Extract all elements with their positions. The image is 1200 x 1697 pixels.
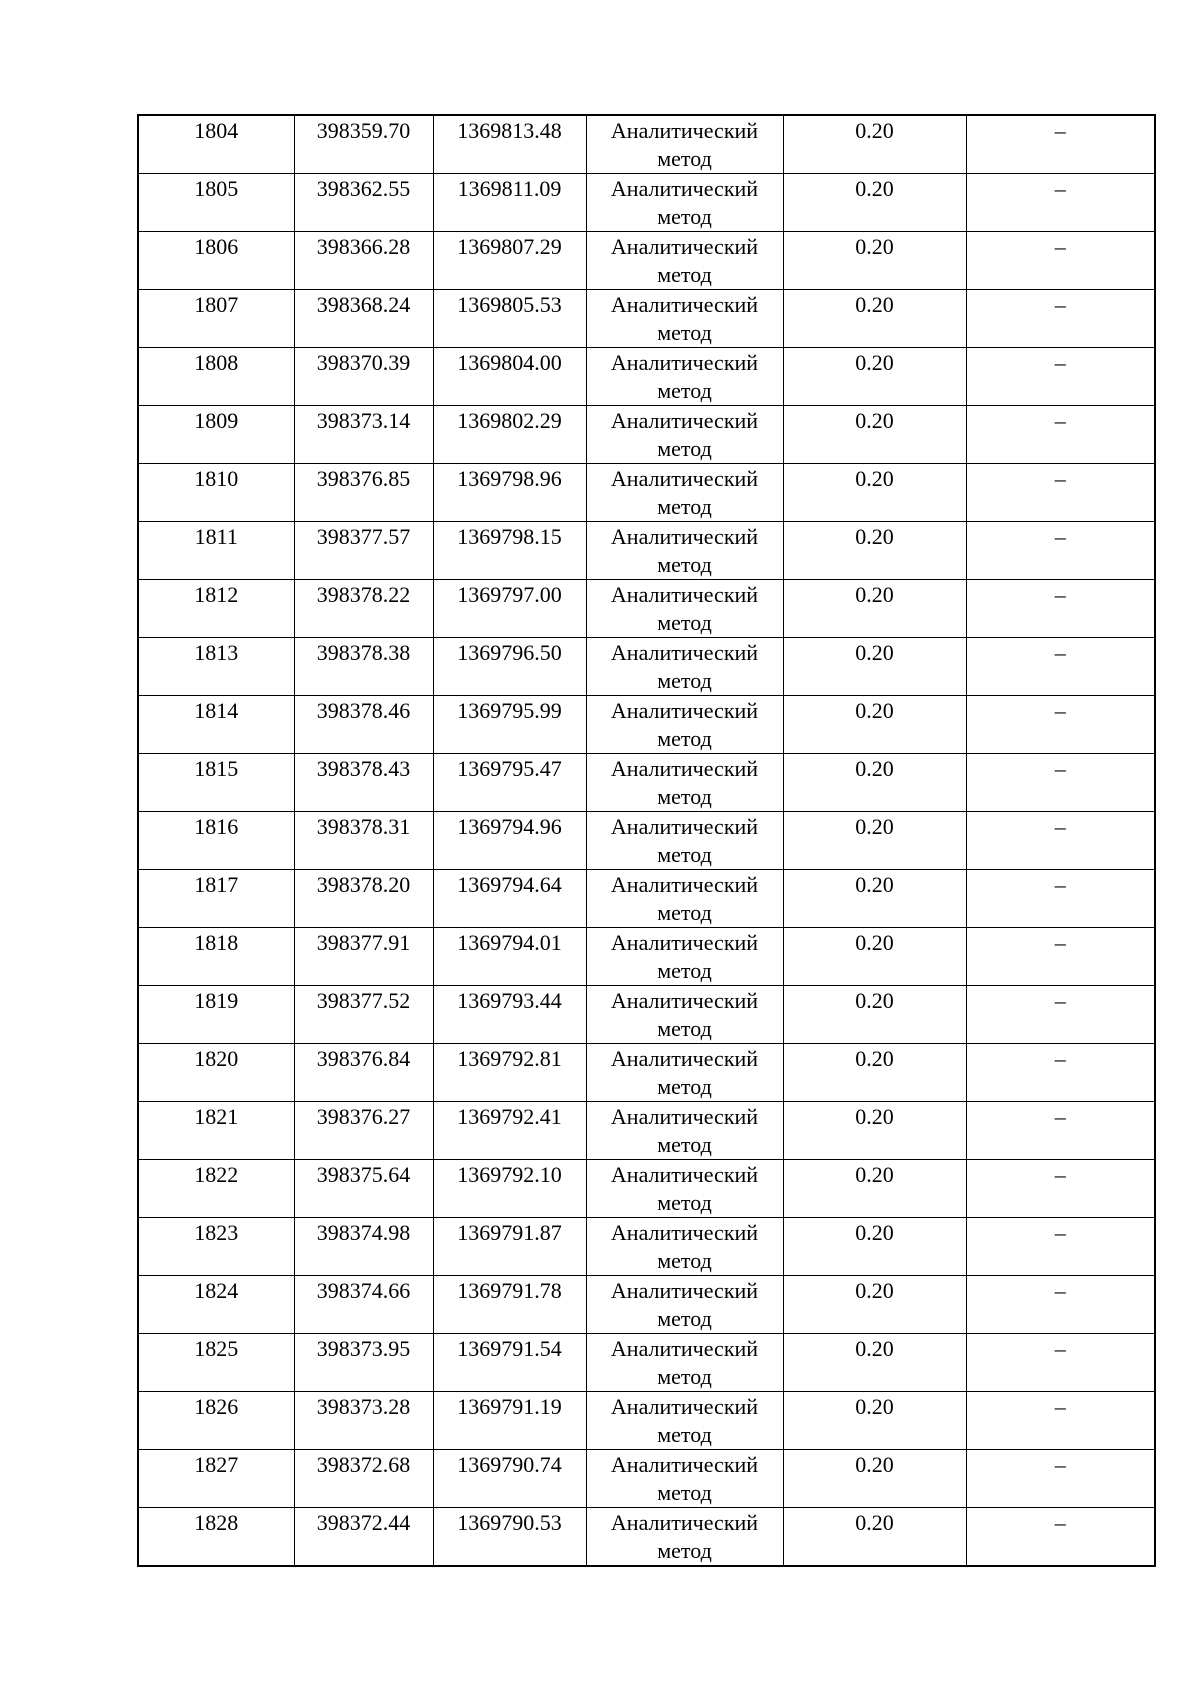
method-cell (586, 754, 783, 812)
point-number-cell: 1828 (138, 1508, 294, 1567)
method-text: метод (657, 204, 712, 229)
note-cell: – (966, 1450, 1155, 1508)
x-coordinate-cell: 398376.85 (294, 464, 433, 522)
method-cell (586, 464, 783, 522)
accuracy-cell: 0.20 (783, 1276, 966, 1334)
point-number-cell: 1824 (138, 1276, 294, 1334)
method-text: метод (657, 1422, 712, 1447)
x-coordinate-cell: 398374.98 (294, 1218, 433, 1276)
table-row (138, 1044, 1155, 1102)
y-coordinate-cell: 1369805.53 (433, 290, 586, 348)
note-cell: – (966, 290, 1155, 348)
method-cell (586, 232, 783, 290)
note-cell: – (966, 754, 1155, 812)
accuracy-cell: 0.20 (783, 1218, 966, 1276)
method-text: метод (657, 900, 712, 925)
method-text: Аналитический (610, 1220, 759, 1245)
accuracy-cell: 0.20 (783, 1450, 966, 1508)
table-row (138, 1334, 1155, 1392)
note-cell: – (966, 1102, 1155, 1160)
note-cell: – (966, 638, 1155, 696)
method-text: метод (657, 1364, 712, 1389)
method-cell (586, 812, 783, 870)
note-cell: – (966, 1508, 1155, 1567)
y-coordinate-cell: 1369797.00 (433, 580, 586, 638)
accuracy-cell: 0.20 (783, 174, 966, 232)
accuracy-cell: 0.20 (783, 928, 966, 986)
method-text: Аналитический (610, 1162, 759, 1187)
table-row (138, 522, 1155, 580)
method-text: Аналитический (610, 814, 759, 839)
table-row (138, 115, 1155, 174)
x-coordinate-cell: 398373.14 (294, 406, 433, 464)
method-text: Аналитический (610, 524, 759, 549)
method-text: метод (657, 1074, 712, 1099)
x-coordinate-cell: 398373.28 (294, 1392, 433, 1450)
method-text: Аналитический (610, 1104, 759, 1129)
x-coordinate-cell: 398378.38 (294, 638, 433, 696)
note-cell: – (966, 812, 1155, 870)
method-text: Аналитический (610, 930, 759, 955)
table-row (138, 870, 1155, 928)
y-coordinate-cell: 1369790.74 (433, 1450, 586, 1508)
table-row (138, 290, 1155, 348)
y-coordinate-cell: 1369794.64 (433, 870, 586, 928)
method-text: метод (657, 436, 712, 461)
table-row (138, 928, 1155, 986)
method-text: метод (657, 1480, 712, 1505)
method-text: метод (657, 552, 712, 577)
x-coordinate-cell: 398376.84 (294, 1044, 433, 1102)
method-cell (586, 522, 783, 580)
method-text: метод (657, 958, 712, 983)
method-text: Аналитический (610, 1278, 759, 1303)
x-coordinate-cell: 398378.43 (294, 754, 433, 812)
point-number-cell: 1814 (138, 696, 294, 754)
accuracy-cell: 0.20 (783, 290, 966, 348)
x-coordinate-cell: 398362.55 (294, 174, 433, 232)
coordinates-table (137, 114, 1156, 1567)
y-coordinate-cell: 1369791.87 (433, 1218, 586, 1276)
note-cell: – (966, 1044, 1155, 1102)
point-number-cell: 1821 (138, 1102, 294, 1160)
method-text: Аналитический (610, 1452, 759, 1477)
accuracy-cell: 0.20 (783, 1044, 966, 1102)
method-text: Аналитический (610, 350, 759, 375)
x-coordinate-cell: 398377.91 (294, 928, 433, 986)
point-number-cell: 1827 (138, 1450, 294, 1508)
coordinates-table-body (138, 115, 1155, 1566)
method-text: Аналитический (610, 698, 759, 723)
method-cell (586, 928, 783, 986)
method-text: метод (657, 262, 712, 287)
accuracy-cell: 0.20 (783, 1160, 966, 1218)
point-number-cell: 1818 (138, 928, 294, 986)
note-cell: – (966, 1276, 1155, 1334)
method-cell (586, 580, 783, 638)
y-coordinate-cell: 1369791.54 (433, 1334, 586, 1392)
method-cell (586, 696, 783, 754)
method-text: метод (657, 320, 712, 345)
method-cell (586, 1160, 783, 1218)
method-text: метод (657, 610, 712, 635)
point-number-cell: 1819 (138, 986, 294, 1044)
method-text: Аналитический (610, 176, 759, 201)
method-cell (586, 1102, 783, 1160)
method-text: Аналитический (610, 1336, 759, 1361)
method-text: Аналитический (610, 1510, 759, 1535)
note-cell: – (966, 348, 1155, 406)
note-cell: – (966, 1392, 1155, 1450)
method-cell (586, 406, 783, 464)
table-row (138, 1450, 1155, 1508)
method-cell (586, 1508, 783, 1567)
accuracy-cell: 0.20 (783, 1334, 966, 1392)
table-row (138, 1218, 1155, 1276)
table-row (138, 638, 1155, 696)
note-cell: – (966, 986, 1155, 1044)
note-cell: – (966, 522, 1155, 580)
accuracy-cell: 0.20 (783, 348, 966, 406)
point-number-cell: 1817 (138, 870, 294, 928)
method-text: Аналитический (610, 872, 759, 897)
y-coordinate-cell: 1369792.81 (433, 1044, 586, 1102)
x-coordinate-cell: 398377.57 (294, 522, 433, 580)
method-text: Аналитический (610, 756, 759, 781)
x-coordinate-cell: 398377.52 (294, 986, 433, 1044)
note-cell: – (966, 232, 1155, 290)
point-number-cell: 1806 (138, 232, 294, 290)
accuracy-cell: 0.20 (783, 754, 966, 812)
accuracy-cell: 0.20 (783, 1102, 966, 1160)
x-coordinate-cell: 398370.39 (294, 348, 433, 406)
method-text: метод (657, 726, 712, 751)
note-cell: – (966, 1334, 1155, 1392)
y-coordinate-cell: 1369804.00 (433, 348, 586, 406)
y-coordinate-cell: 1369794.01 (433, 928, 586, 986)
y-coordinate-cell: 1369791.19 (433, 1392, 586, 1450)
accuracy-cell: 0.20 (783, 986, 966, 1044)
table-row (138, 348, 1155, 406)
point-number-cell: 1807 (138, 290, 294, 348)
method-cell (586, 348, 783, 406)
accuracy-cell: 0.20 (783, 464, 966, 522)
method-text: Аналитический (610, 292, 759, 317)
accuracy-cell: 0.20 (783, 696, 966, 754)
method-text: Аналитический (610, 234, 759, 259)
method-text: Аналитический (610, 466, 759, 491)
x-coordinate-cell: 398373.95 (294, 1334, 433, 1392)
table-row (138, 174, 1155, 232)
note-cell: – (966, 406, 1155, 464)
point-number-cell: 1810 (138, 464, 294, 522)
y-coordinate-cell: 1369798.15 (433, 522, 586, 580)
y-coordinate-cell: 1369802.29 (433, 406, 586, 464)
point-number-cell: 1805 (138, 174, 294, 232)
y-coordinate-cell: 1369792.41 (433, 1102, 586, 1160)
point-number-cell: 1813 (138, 638, 294, 696)
note-cell: – (966, 870, 1155, 928)
point-number-cell: 1815 (138, 754, 294, 812)
x-coordinate-cell: 398378.46 (294, 696, 433, 754)
note-cell: – (966, 115, 1155, 174)
method-cell (586, 1044, 783, 1102)
accuracy-cell: 0.20 (783, 406, 966, 464)
point-number-cell: 1809 (138, 406, 294, 464)
y-coordinate-cell: 1369790.53 (433, 1508, 586, 1567)
x-coordinate-cell: 398372.44 (294, 1508, 433, 1567)
table-row (138, 232, 1155, 290)
method-cell (586, 870, 783, 928)
method-text: метод (657, 1248, 712, 1273)
x-coordinate-cell: 398368.24 (294, 290, 433, 348)
x-coordinate-cell: 398378.31 (294, 812, 433, 870)
x-coordinate-cell: 398375.64 (294, 1160, 433, 1218)
accuracy-cell: 0.20 (783, 1392, 966, 1450)
method-text: метод (657, 842, 712, 867)
accuracy-cell: 0.20 (783, 580, 966, 638)
x-coordinate-cell: 398366.28 (294, 232, 433, 290)
method-cell (586, 174, 783, 232)
note-cell: – (966, 580, 1155, 638)
point-number-cell: 1812 (138, 580, 294, 638)
y-coordinate-cell: 1369793.44 (433, 986, 586, 1044)
accuracy-cell: 0.20 (783, 1508, 966, 1567)
y-coordinate-cell: 1369813.48 (433, 115, 586, 174)
method-text: Аналитический (610, 640, 759, 665)
y-coordinate-cell: 1369795.99 (433, 696, 586, 754)
accuracy-cell: 0.20 (783, 522, 966, 580)
x-coordinate-cell: 398374.66 (294, 1276, 433, 1334)
accuracy-cell: 0.20 (783, 115, 966, 174)
table-row (138, 1102, 1155, 1160)
y-coordinate-cell: 1369792.10 (433, 1160, 586, 1218)
method-text: метод (657, 1190, 712, 1215)
x-coordinate-cell: 398372.68 (294, 1450, 433, 1508)
x-coordinate-cell: 398376.27 (294, 1102, 433, 1160)
note-cell: – (966, 1218, 1155, 1276)
point-number-cell: 1811 (138, 522, 294, 580)
method-text: метод (657, 668, 712, 693)
method-text: Аналитический (610, 408, 759, 433)
accuracy-cell: 0.20 (783, 812, 966, 870)
point-number-cell: 1823 (138, 1218, 294, 1276)
point-number-cell: 1820 (138, 1044, 294, 1102)
y-coordinate-cell: 1369791.78 (433, 1276, 586, 1334)
method-cell (586, 1450, 783, 1508)
method-cell (586, 1392, 783, 1450)
accuracy-cell: 0.20 (783, 232, 966, 290)
note-cell: – (966, 174, 1155, 232)
x-coordinate-cell: 398378.22 (294, 580, 433, 638)
method-text: Аналитический (610, 988, 759, 1013)
method-cell (586, 290, 783, 348)
table-row (138, 986, 1155, 1044)
table-row (138, 754, 1155, 812)
method-cell (586, 1218, 783, 1276)
y-coordinate-cell: 1369794.96 (433, 812, 586, 870)
y-coordinate-cell: 1369811.09 (433, 174, 586, 232)
method-cell (586, 986, 783, 1044)
method-text: Аналитический (610, 582, 759, 607)
point-number-cell: 1822 (138, 1160, 294, 1218)
point-number-cell: 1816 (138, 812, 294, 870)
table-row (138, 1508, 1155, 1567)
y-coordinate-cell: 1369807.29 (433, 232, 586, 290)
table-row (138, 406, 1155, 464)
table-row (138, 1276, 1155, 1334)
method-cell (586, 638, 783, 696)
accuracy-cell: 0.20 (783, 870, 966, 928)
y-coordinate-cell: 1369798.96 (433, 464, 586, 522)
point-number-cell: 1826 (138, 1392, 294, 1450)
table-row (138, 696, 1155, 754)
method-text: метод (657, 784, 712, 809)
method-text: Аналитический (610, 118, 759, 143)
table-row (138, 1160, 1155, 1218)
method-text: метод (657, 1538, 712, 1563)
method-text: Аналитический (610, 1394, 759, 1419)
note-cell: – (966, 928, 1155, 986)
point-number-cell: 1804 (138, 115, 294, 174)
method-text: метод (657, 378, 712, 403)
y-coordinate-cell: 1369795.47 (433, 754, 586, 812)
point-number-cell: 1825 (138, 1334, 294, 1392)
method-text: метод (657, 1132, 712, 1157)
method-text: Аналитический (610, 1046, 759, 1071)
table-row (138, 464, 1155, 522)
y-coordinate-cell: 1369796.50 (433, 638, 586, 696)
table-row (138, 580, 1155, 638)
x-coordinate-cell: 398378.20 (294, 870, 433, 928)
accuracy-cell: 0.20 (783, 638, 966, 696)
note-cell: – (966, 696, 1155, 754)
method-text: метод (657, 494, 712, 519)
method-text: метод (657, 1306, 712, 1331)
point-number-cell: 1808 (138, 348, 294, 406)
note-cell: – (966, 1160, 1155, 1218)
method-cell (586, 115, 783, 174)
x-coordinate-cell: 398359.70 (294, 115, 433, 174)
note-cell: – (966, 464, 1155, 522)
method-cell (586, 1276, 783, 1334)
table-row (138, 1392, 1155, 1450)
method-text: метод (657, 1016, 712, 1041)
method-cell (586, 1334, 783, 1392)
table-row (138, 812, 1155, 870)
method-text: метод (657, 146, 712, 171)
